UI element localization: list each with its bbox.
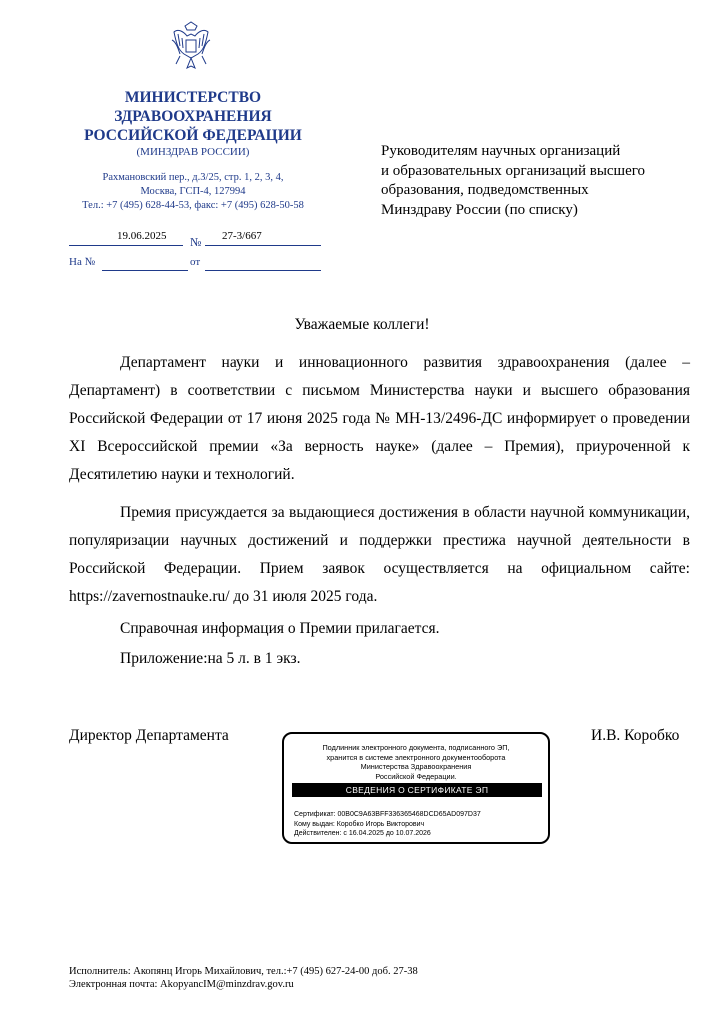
recipient-line: и образовательных организаций высшего xyxy=(381,162,646,179)
ministry-name-block xyxy=(62,88,324,159)
ministry-name-line: ЗДРАВООХРАНЕНИЯ xyxy=(114,108,272,125)
reg-date: 19.06.2025 xyxy=(117,230,167,242)
reg-date-field xyxy=(69,231,183,246)
e-signature-stamp xyxy=(282,732,550,844)
recipient-line: Руководителям научных организаций xyxy=(381,143,621,159)
recipient-line: образования, подведомственных xyxy=(381,182,589,198)
body-paragraph-2: Премия присуждается за выдающиеся достижения в области научной коммуникации, популяризации научных достижений и поддержки престижа научной деятельности в Российской Федерации. Прием заявок осуществляется на официальном сайте: https://zavernostnauke.ru/ до 31 июля 2025 года. xyxy=(69,504,690,605)
address-line: Рахмановский пер., д.3/25, стр. 1, 2, 3, 4, xyxy=(102,172,284,183)
ministry-short-name: (МИНЗДРАВ РОССИИ) xyxy=(136,146,250,158)
stamp-header-line: Российской Федерации. xyxy=(375,771,457,781)
ministry-name-line: РОССИЙСКОЙ ФЕДЕРАЦИИ xyxy=(84,127,302,144)
stamp-header-line: Министерства Здравоохранения xyxy=(360,762,472,771)
address-line: Москва, ГСП-4, 127994 xyxy=(140,186,246,197)
stamp-certificate-info xyxy=(294,810,540,839)
address-line: Тел.: +7 (495) 628-44-53, факс: +7 (495) 628-50-58 xyxy=(82,200,304,211)
stamp-header-line: Подлинник электронного документа, подписанного ЭП, xyxy=(322,743,510,752)
russian-coat-of-arms-icon xyxy=(168,20,214,78)
ref-number-field xyxy=(102,256,188,271)
stamp-header xyxy=(292,743,540,781)
ref-from-label: от xyxy=(190,256,201,268)
salutation: Уважаемые коллеги! xyxy=(294,316,430,333)
stamp-certificate: Сертификат: 00B0C9A63BFF336365468DCD65AD097D37 xyxy=(294,811,481,818)
recipient-block xyxy=(381,142,701,220)
recipient-line: Минздраву России (по списку) xyxy=(381,201,578,218)
reference-line: Справочная информация о Премии прилагается. xyxy=(120,620,440,637)
ref-date-field xyxy=(205,256,321,271)
stamp-header-line: хранится в системе электронного документооборота xyxy=(326,752,506,762)
stamp-title-bar: СВЕДЕНИЯ О СЕРТИФИКАТЕ ЭП xyxy=(292,783,542,797)
signer-name: И.В. Коробко xyxy=(591,727,680,744)
footer-executor: Исполнитель: Акопянц Игорь Михайлович, тел.:+7 (495) 627-24-00 доб. 27-38 xyxy=(69,966,418,977)
reg-number: 27-3/667 xyxy=(222,230,262,242)
footer-email: Электронная почта: AkopyancIM@minzdrav.gov.ru xyxy=(69,979,294,990)
reg-number-label: № xyxy=(190,235,202,249)
attachment-line: Приложение:на 5 л. в 1 экз. xyxy=(120,650,301,667)
reg-number-field xyxy=(205,231,321,246)
signer-position: Директор Департамента xyxy=(69,727,229,744)
ministry-name-line: МИНИСТЕРСТВО xyxy=(124,89,262,106)
stamp-issued-to: Кому выдан: Коробко Игорь Викторович xyxy=(294,820,425,828)
footer xyxy=(69,965,418,991)
ref-number-label: На № xyxy=(69,256,96,268)
body-paragraph-1: Департамент науки и инновационного развития здравоохранения (далее – Департамент) в соответствии с письмом Министерства науки и высшего образования Российской Федерации от 17 июня 2025 года № МН-13/2496-ДС информирует о проведении XI Всероссийской премии «За верность науке» (далее – Премия), приуроченной к Десятилетию науки и технологий. xyxy=(69,354,690,483)
ministry-address xyxy=(52,171,334,213)
stamp-validity: Действителен: с 16.04.2025 до 10.07.2026 xyxy=(294,830,431,837)
